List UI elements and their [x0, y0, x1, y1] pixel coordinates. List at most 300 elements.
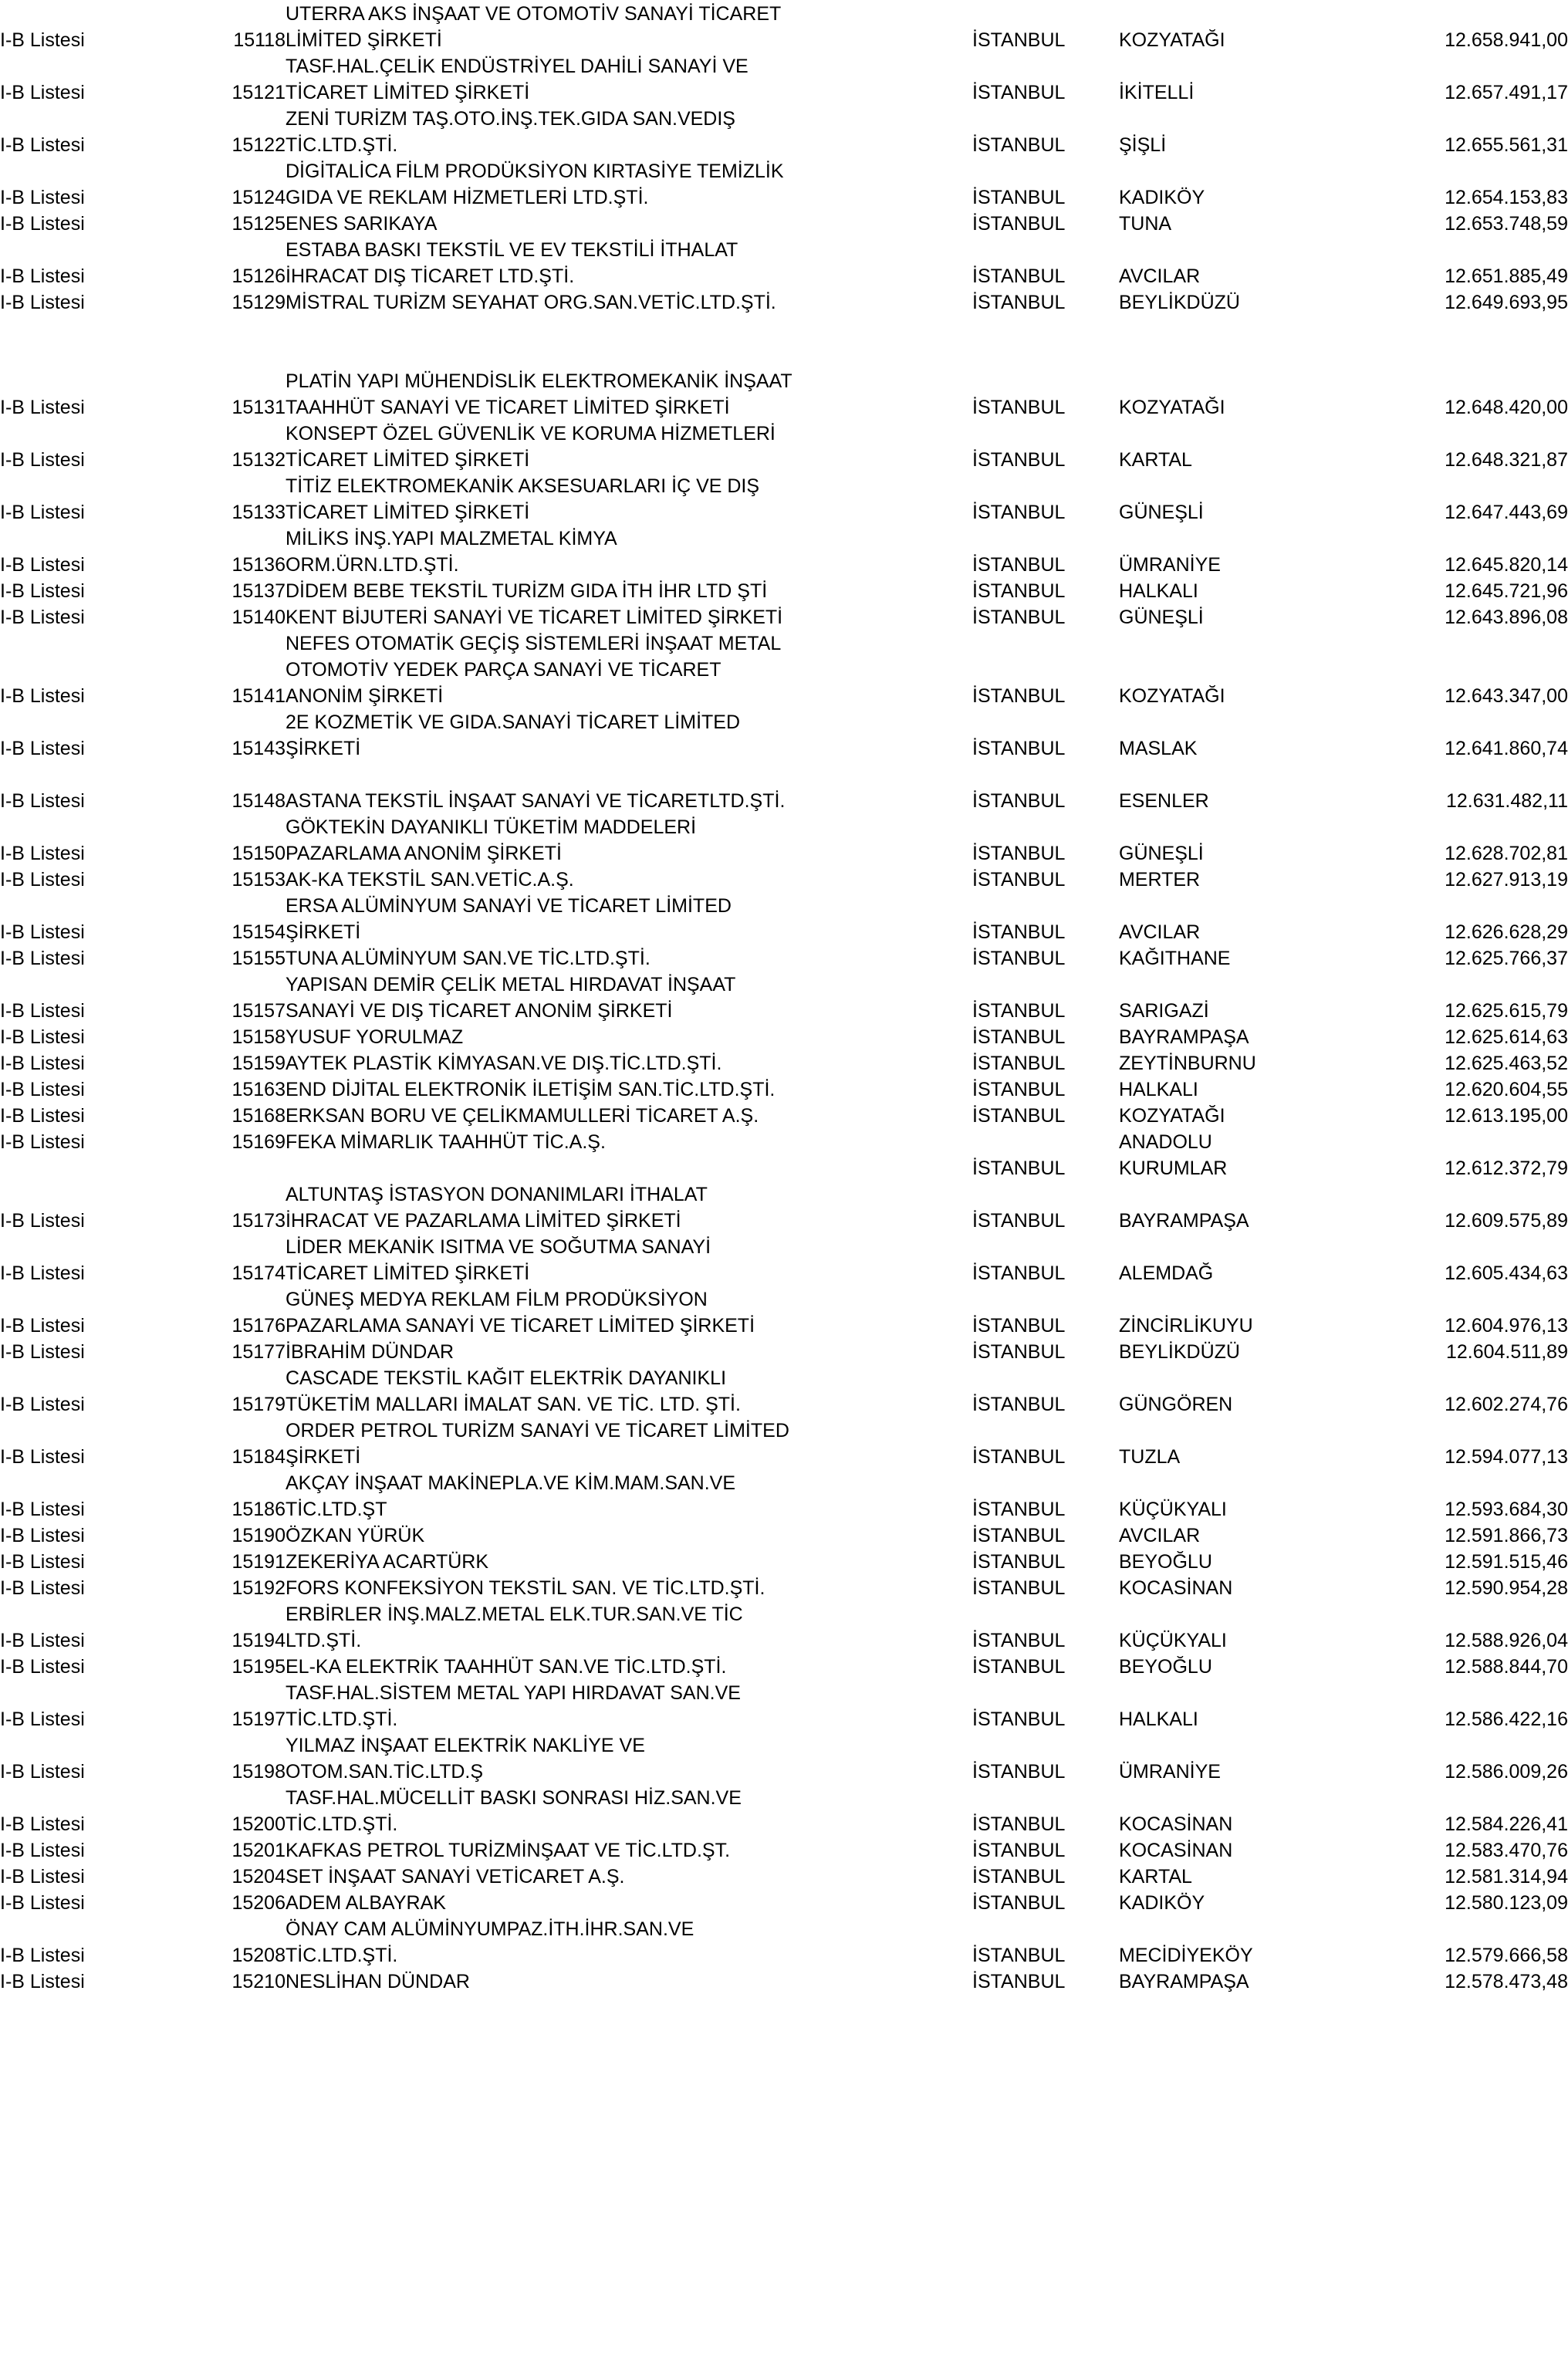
cell-district: TUNA: [1119, 213, 1172, 235]
cell-district: [1119, 1915, 1374, 1942]
cell-district: AVCILAR: [1119, 1525, 1201, 1547]
table-row: [0, 1102, 1568, 1128]
cell-id: 15208: [231, 1945, 286, 1967]
cell-list-type: [0, 1915, 185, 1942]
cell-list-type: [0, 1679, 185, 1705]
cell-company-name: ANONİM ŞİRKETİ: [286, 685, 444, 708]
cell-amount: 12.657.491,17: [1445, 82, 1568, 104]
cell-amount: 12.609.575,89: [1445, 1210, 1568, 1232]
cell-list-type: [0, 0, 185, 26]
cell-id: [185, 892, 286, 918]
table-row: [0, 184, 1568, 210]
cell-district: KÜÇÜKYALI: [1119, 1499, 1227, 1521]
cell-id: 15194: [231, 1630, 286, 1652]
cell-company-name: ALTUNTAŞ İSTASYON DONANIMLARI İTHALAT: [286, 1184, 708, 1206]
cell-amount: [1374, 971, 1568, 997]
cell-amount: 12.591.515,46: [1445, 1551, 1568, 1573]
cell-id: 15169: [231, 1131, 286, 1154]
cell-city: İSTANBUL: [972, 1000, 1066, 1022]
cell-company-name: ZENİ TURİZM TAŞ.OTO.İNŞ.TEK.GIDA SAN.VEDIŞ: [286, 108, 735, 130]
table-row-continuation: [0, 236, 1568, 262]
cell-company-name: GIDA VE REKLAM HİZMETLERİ LTD.ŞTİ.: [286, 187, 649, 209]
cell-company-name: MİSTRAL TURİZM SEYAHAT ORG.SAN.VETİC.LTD.ŞTİ.: [286, 292, 776, 314]
cell-id: 15153: [231, 869, 286, 891]
cell-company-name: YUSUF YORULMAZ: [286, 1026, 464, 1049]
cell-company-name: TİCARET LİMİTED ŞİRKETİ: [286, 82, 530, 104]
cell-district: [1119, 630, 1374, 656]
cell-id: 15141: [231, 685, 286, 708]
cell-list-type: I-B Listesi: [0, 738, 85, 760]
cell-amount: 12.579.666,58: [1445, 1945, 1568, 1967]
cell-district: MERTER: [1119, 869, 1201, 891]
table-row: [0, 1023, 1568, 1049]
table-row-continuation: [0, 656, 1568, 682]
cell-city: [972, 420, 1119, 446]
cell-district: [1119, 813, 1374, 840]
table-row-continuation: [0, 1364, 1568, 1391]
cell-amount: 12.648.420,00: [1445, 397, 1568, 419]
cell-district: HALKALI: [1119, 1079, 1198, 1101]
cell-list-type: [0, 813, 185, 840]
table-row: [0, 1758, 1568, 1784]
cell-id: 15184: [231, 1446, 286, 1468]
cell-id: [185, 971, 286, 997]
cell-city: [972, 1732, 1119, 1758]
cell-city: İSTANBUL: [972, 82, 1066, 104]
cell-city: [972, 708, 1119, 735]
cell-id: 15210: [231, 1971, 286, 1993]
cell-id: [185, 1732, 286, 1758]
cell-company-name: PAZARLAMA SANAYİ VE TİCARET LİMİTED ŞİRKETİ: [286, 1315, 755, 1337]
cell-district: BEYLİKDÜZÜ: [1119, 292, 1240, 314]
table-spacer-row: [0, 761, 1568, 787]
cell-city: İSTANBUL: [972, 843, 1066, 865]
cell-amount: 12.594.077,13: [1445, 1446, 1568, 1468]
cell-list-type: [0, 1417, 185, 1443]
cell-district: [1119, 236, 1374, 262]
cell-district: [1119, 1417, 1374, 1443]
cell-amount: [1374, 236, 1568, 262]
table-row-continuation: [0, 0, 1568, 26]
cell-district: [1119, 1233, 1374, 1259]
cell-id: 15191: [231, 1551, 286, 1573]
cell-id: [185, 52, 286, 79]
table-row: [0, 446, 1568, 472]
cell-id: [185, 420, 286, 446]
cell-id: 15121: [231, 82, 286, 104]
cell-id: 15198: [231, 1761, 286, 1783]
cell-list-type: I-B Listesi: [0, 265, 85, 288]
cell-list-type: [0, 630, 185, 656]
cell-id: 15201: [231, 1840, 286, 1862]
cell-list-type: I-B Listesi: [0, 1315, 85, 1337]
cell-city: İSTANBUL: [972, 502, 1066, 524]
cell-list-type: [0, 1233, 185, 1259]
cell-district: MECİDİYEKÖY: [1119, 1945, 1253, 1967]
cell-company-name: PAZARLAMA ANONİM ŞİRKETİ: [286, 843, 562, 865]
cell-district: [1119, 708, 1374, 735]
cell-amount: [1374, 1679, 1568, 1705]
cell-amount: 12.625.766,37: [1445, 948, 1568, 970]
table-row: [0, 1522, 1568, 1548]
cell-city: İSTANBUL: [972, 292, 1066, 314]
table-row: [0, 1653, 1568, 1679]
table-row: [0, 394, 1568, 420]
cell-company-name: OTOM.SAN.TİC.LTD.Ş: [286, 1761, 484, 1783]
cell-district: BEYOĞLU: [1119, 1551, 1212, 1573]
cell-id: 15125: [231, 213, 286, 235]
cell-amount: 12.625.463,52: [1445, 1053, 1568, 1075]
cell-list-type: I-B Listesi: [0, 1026, 85, 1049]
cell-city: İSTANBUL: [972, 580, 1066, 603]
cell-id: [185, 1600, 286, 1627]
table-row: [0, 131, 1568, 157]
cell-list-type: [0, 367, 185, 394]
cell-id: [185, 157, 286, 184]
cell-city: İSTANBUL: [972, 1866, 1066, 1888]
cell-id: 15174: [231, 1262, 286, 1285]
cell-amount: [1374, 0, 1568, 26]
cell-company-name: İBRAHİM DÜNDAR: [286, 1341, 455, 1364]
cell-city: İSTANBUL: [972, 1945, 1066, 1967]
cell-id: 15159: [231, 1053, 286, 1075]
cell-city: İSTANBUL: [972, 1446, 1066, 1468]
table-row: [0, 735, 1568, 761]
table-row-continuation: [0, 1469, 1568, 1495]
table-row: [0, 1207, 1568, 1233]
cell-id: 15118: [233, 29, 286, 52]
cell-id: 15157: [231, 1000, 286, 1022]
cell-id: 15177: [231, 1341, 286, 1364]
cell-district: SARIGAZİ: [1119, 1000, 1209, 1022]
cell-amount: [1374, 1233, 1568, 1259]
cell-district: KOCASİNAN: [1119, 1840, 1233, 1862]
cell-amount: 12.631.482,11: [1445, 790, 1568, 813]
cell-list-type: I-B Listesi: [0, 134, 85, 157]
cell-amount: 12.586.009,26: [1445, 1761, 1568, 1783]
cell-company-name: TASF.HAL.ÇELİK ENDÜSTRİYEL DAHİLİ SANAYİ VE: [286, 56, 749, 78]
cell-district: KOCASİNAN: [1119, 1577, 1233, 1600]
cell-district: [1119, 420, 1374, 446]
cell-city: [972, 236, 1119, 262]
cell-city: [972, 1679, 1119, 1705]
table-row: [0, 1548, 1568, 1574]
cell-list-type: I-B Listesi: [0, 685, 85, 708]
cell-list-type: [0, 1181, 185, 1207]
cell-company-name: ERBİRLER İNŞ.MALZ.METAL ELK.TUR.SAN.VE TİC: [286, 1604, 743, 1626]
cell-id: 15143: [231, 738, 286, 760]
cell-company-name: KENT BİJUTERİ SANAYİ VE TİCARET LİMİTED ŞİRKETİ: [286, 607, 783, 629]
cell-id: 15132: [231, 449, 286, 471]
spacer-cell: [0, 315, 1568, 341]
cell-city: [972, 1784, 1119, 1810]
table-row: [0, 1049, 1568, 1076]
cell-district: KADIKÖY: [1119, 1892, 1205, 1915]
cell-city: İSTANBUL: [972, 1971, 1066, 1993]
cell-amount: 12.647.443,69: [1445, 502, 1568, 524]
cell-city: İSTANBUL: [972, 1708, 1066, 1731]
table-row: [0, 1574, 1568, 1600]
cell-id: 15190: [231, 1525, 286, 1547]
cell-list-type: I-B Listesi: [0, 1945, 85, 1967]
cell-list-type: I-B Listesi: [0, 213, 85, 235]
cell-district: AVCILAR: [1119, 921, 1201, 944]
cell-company-name: FEKA MİMARLIK TAAHHÜT TİC.A.Ş.: [286, 1131, 606, 1154]
cell-list-type: [0, 1469, 185, 1495]
cell-list-type: I-B Listesi: [0, 397, 85, 419]
cell-district: AVCILAR: [1119, 265, 1201, 288]
cell-id: 15155: [231, 948, 286, 970]
cell-list-type: I-B Listesi: [0, 1499, 85, 1521]
table-row-continuation: [0, 1417, 1568, 1443]
cell-city: [972, 472, 1119, 498]
cell-id: 15192: [231, 1577, 286, 1600]
cell-list-type: I-B Listesi: [0, 1577, 85, 1600]
table-row: [0, 918, 1568, 945]
cell-amount: [1374, 1128, 1568, 1154]
cell-district: BAYRAMPAŞA: [1119, 1026, 1249, 1049]
table-row-continuation: [0, 1154, 1568, 1181]
cell-amount: [1374, 420, 1568, 446]
table-row-continuation: [0, 1915, 1568, 1942]
cell-list-type: I-B Listesi: [0, 1525, 85, 1547]
cell-amount: 12.584.226,41: [1445, 1813, 1568, 1836]
cell-company-name: İHRACAT DIŞ TİCARET LTD.ŞTİ.: [286, 265, 575, 288]
cell-list-type: [0, 1364, 185, 1391]
cell-company-name: GÖKTEKİN DAYANIKLI TÜKETİM MADDELERİ: [286, 816, 697, 839]
cell-list-type: I-B Listesi: [0, 1262, 85, 1285]
cell-list-type: [0, 1784, 185, 1810]
cell-company-name: PLATİN YAPI MÜHENDİSLİK ELEKTROMEKANİK İNŞAAT: [286, 370, 792, 393]
cell-amount: 12.604.511,89: [1445, 1341, 1568, 1364]
table-row: [0, 787, 1568, 813]
cell-company-name: AKÇAY İNŞAAT MAKİNEPLA.VE KİM.MAM.SAN.VE: [286, 1472, 736, 1495]
cell-city: [972, 1469, 1119, 1495]
table-row: [0, 1889, 1568, 1915]
cell-amount: 12.625.615,79: [1445, 1000, 1568, 1022]
cell-city: İSTANBUL: [972, 265, 1066, 288]
cell-city: İSTANBUL: [972, 1026, 1066, 1049]
cell-amount: [1374, 1732, 1568, 1758]
cell-id: [185, 1417, 286, 1443]
cell-amount: 12.613.195,00: [1445, 1105, 1568, 1127]
cell-district: [1119, 1286, 1374, 1312]
cell-id: [185, 708, 286, 735]
cell-id: 15148: [231, 790, 286, 813]
cell-city: İSTANBUL: [972, 29, 1066, 52]
cell-amount: 12.620.604,55: [1445, 1079, 1568, 1101]
cell-district: [1119, 1679, 1374, 1705]
table-row-continuation: [0, 1784, 1568, 1810]
table-row: [0, 1863, 1568, 1889]
cell-company-name: ŞİRKETİ: [286, 1446, 361, 1468]
table-row: [0, 1705, 1568, 1732]
cell-company-name: SANAYİ VE DIŞ TİCARET ANONİM ŞİRKETİ: [286, 1000, 673, 1022]
cell-district: ZİNCİRLİKUYU: [1119, 1315, 1253, 1337]
cell-district: BEYOĞLU: [1119, 1656, 1212, 1678]
cell-city: [972, 630, 1119, 656]
cell-id: 15163: [231, 1079, 286, 1101]
cell-company-name: TUNA ALÜMİNYUM SAN.VE TİC.LTD.ŞTİ.: [286, 948, 651, 970]
cell-amount: 12.649.693,95: [1445, 292, 1568, 314]
cell-id: 15197: [231, 1708, 286, 1731]
cell-city: [972, 0, 1119, 26]
cell-id: 15173: [231, 1210, 286, 1232]
cell-list-type: I-B Listesi: [0, 607, 85, 629]
cell-district: MASLAK: [1119, 738, 1198, 760]
cell-company-name: ŞİRKETİ: [286, 738, 361, 760]
cell-list-type: I-B Listesi: [0, 1761, 85, 1783]
cell-city: İSTANBUL: [972, 1262, 1066, 1285]
cell-amount: 12.586.422,16: [1445, 1708, 1568, 1731]
table-row: [0, 1443, 1568, 1469]
cell-list-type: I-B Listesi: [0, 29, 85, 52]
cell-amount: [1374, 367, 1568, 394]
table-row: [0, 1810, 1568, 1837]
cell-city: [972, 1364, 1119, 1391]
table-row: [0, 79, 1568, 105]
cell-id: [185, 630, 286, 656]
cell-district: ZEYTİNBURNU: [1119, 1053, 1256, 1075]
cell-id: 15131: [231, 397, 286, 419]
cell-amount: 12.653.748,59: [1445, 213, 1568, 235]
cell-amount: [1374, 1181, 1568, 1207]
table-row-continuation: [0, 105, 1568, 131]
cell-list-type: I-B Listesi: [0, 1053, 85, 1075]
table-row: [0, 1391, 1568, 1417]
cell-amount: [1374, 813, 1568, 840]
cell-amount: 12.651.885,49: [1445, 265, 1568, 288]
table-row: [0, 551, 1568, 577]
cell-amount: 12.645.721,96: [1445, 580, 1568, 603]
cell-district: [1119, 1732, 1374, 1758]
cell-amount: [1374, 157, 1568, 184]
cell-list-type: [0, 420, 185, 446]
cell-amount: [1374, 1784, 1568, 1810]
cell-city: İSTANBUL: [972, 1630, 1066, 1652]
cell-id: [185, 1679, 286, 1705]
cell-amount: [1374, 52, 1568, 79]
cell-id: [185, 367, 286, 394]
cell-amount: 12.591.866,73: [1445, 1525, 1568, 1547]
cell-amount: 12.590.954,28: [1445, 1577, 1568, 1600]
cell-id: 15124: [231, 187, 286, 209]
cell-company-name: KAFKAS PETROL TURİZMİNŞAAT VE TİC.LTD.ŞT.: [286, 1840, 731, 1862]
cell-company-name: TASF.HAL.SİSTEM METAL YAPI HIRDAVAT SAN.VE: [286, 1682, 741, 1705]
cell-city: İSTANBUL: [972, 1656, 1066, 1678]
cell-city: İSTANBUL: [972, 1315, 1066, 1337]
cell-amount: [1374, 472, 1568, 498]
cell-city: İSTANBUL: [972, 1079, 1066, 1101]
cell-list-type: I-B Listesi: [0, 554, 85, 576]
cell-district: İKİTELLİ: [1119, 82, 1195, 104]
cell-list-type: [0, 525, 185, 551]
table-row: [0, 682, 1568, 708]
cell-district: BAYRAMPAŞA: [1119, 1210, 1249, 1232]
cell-district: [1119, 1784, 1374, 1810]
table-row-continuation: [0, 472, 1568, 498]
cell-company-name: ASTANA TEKSTİL İNŞAAT SANAYİ VE TİCARETLTD.ŞTİ.: [286, 790, 786, 813]
cell-company-name: FORS KONFEKSİYON TEKSTİL SAN. VE TİC.LTD.ŞTİ.: [286, 1577, 765, 1600]
cell-id: [185, 105, 286, 131]
cell-amount: 12.588.926,04: [1445, 1630, 1568, 1652]
cell-district: BAYRAMPAŞA: [1119, 1971, 1249, 1993]
cell-district: ESENLER: [1119, 790, 1209, 813]
cell-company-name: OTOMOTİV YEDEK PARÇA SANAYİ VE TİCARET: [286, 659, 721, 681]
cell-list-type: I-B Listesi: [0, 790, 85, 813]
cell-city: İSTANBUL: [972, 1158, 1066, 1180]
table-spacer-row: [0, 341, 1568, 367]
cell-district: ÜMRANİYE: [1119, 1761, 1221, 1783]
cell-list-type: [0, 1600, 185, 1627]
cell-city: İSTANBUL: [972, 213, 1066, 235]
cell-list-type: I-B Listesi: [0, 1446, 85, 1468]
cell-id: 15206: [231, 1892, 286, 1915]
cell-district: [1119, 472, 1374, 498]
cell-amount: 12.641.860,74: [1445, 738, 1568, 760]
cell-list-type: I-B Listesi: [0, 1210, 85, 1232]
cell-list-type: [0, 656, 185, 682]
table-row: [0, 1312, 1568, 1338]
cell-city: İSTANBUL: [972, 1840, 1066, 1862]
cell-city: İSTANBUL: [972, 948, 1066, 970]
cell-company-name: ERSA ALÜMİNYUM SANAYİ VE TİCARET LİMİTED: [286, 895, 732, 918]
table-row: [0, 1338, 1568, 1364]
table-spacer-row: [0, 315, 1568, 341]
cell-city: [972, 525, 1119, 551]
cell-company-name: YILMAZ İNŞAAT ELEKTRİK NAKLİYE VE: [286, 1735, 645, 1757]
cell-list-type: I-B Listesi: [0, 1341, 85, 1364]
cell-id: 15186: [231, 1499, 286, 1521]
cell-company-name: ZEKERİYA ACARTÜRK: [286, 1551, 489, 1573]
cell-id: [185, 1286, 286, 1312]
cell-id: 15140: [231, 607, 286, 629]
cell-city: İSTANBUL: [972, 1892, 1066, 1915]
cell-city: İSTANBUL: [972, 738, 1066, 760]
cell-city: İSTANBUL: [972, 134, 1066, 157]
cell-id: [185, 1915, 286, 1942]
cell-id: 15122: [231, 134, 286, 157]
cell-id: [185, 0, 286, 26]
cell-list-type: I-B Listesi: [0, 1708, 85, 1731]
cell-city: [972, 656, 1119, 682]
cell-list-type: I-B Listesi: [0, 1079, 85, 1101]
cell-district: GÜNEŞLİ: [1119, 607, 1204, 629]
cell-district: [1119, 157, 1374, 184]
cell-district: [1119, 1364, 1374, 1391]
table-row: [0, 577, 1568, 603]
cell-company-name: ÖNAY CAM ALÜMİNYUMPAZ.İTH.İHR.SAN.VE: [286, 1918, 694, 1941]
cell-city: [972, 1181, 1119, 1207]
cell-id: 15195: [231, 1656, 286, 1678]
cell-company-name: 2E KOZMETİK VE GIDA.SANAYİ TİCARET LİMİTED: [286, 711, 741, 734]
cell-district: ÜMRANİYE: [1119, 554, 1221, 576]
cell-id: [185, 1784, 286, 1810]
table-row: [0, 1627, 1568, 1653]
cell-id: [185, 1364, 286, 1391]
cell-id: 15133: [231, 502, 286, 524]
cell-amount: 12.588.844,70: [1445, 1656, 1568, 1678]
cell-list-type: [0, 971, 185, 997]
cell-company-name: ŞİRKETİ: [286, 921, 361, 944]
table-row: [0, 1076, 1568, 1102]
cell-list-type: [0, 472, 185, 498]
cell-city: İSTANBUL: [972, 921, 1066, 944]
cell-amount: 12.654.153,83: [1445, 187, 1568, 209]
table-row-continuation: [0, 892, 1568, 918]
cell-amount: [1374, 1469, 1568, 1495]
cell-company-name: KONSEPT ÖZEL GÜVENLİK VE KORUMA HİZMETLERİ: [286, 423, 776, 445]
